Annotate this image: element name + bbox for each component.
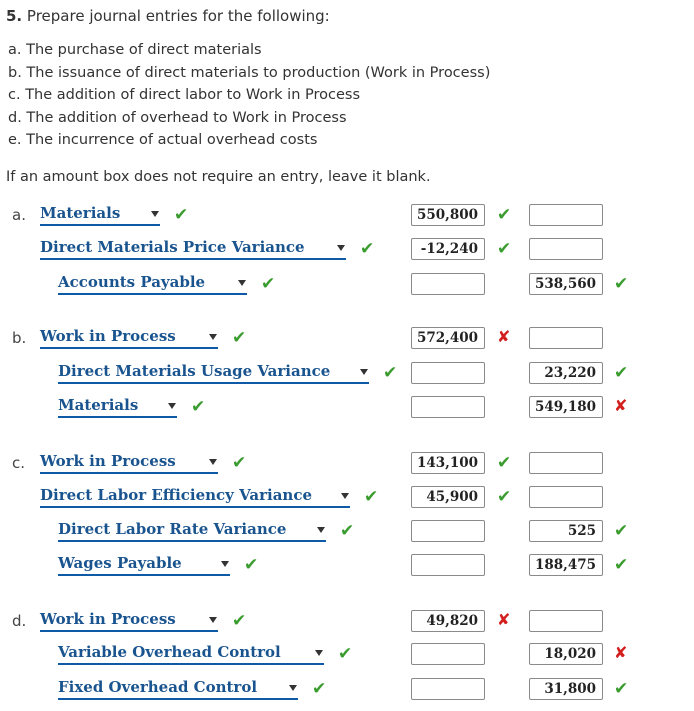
debit-amount-input[interactable] [411, 362, 485, 384]
account-select-label: Materials [58, 396, 139, 414]
account-select-label: Variable Overhead Control [58, 643, 281, 661]
account-check-icon: ✔ [340, 521, 355, 541]
credit-check-icon: ✔ [614, 521, 629, 541]
debit-check-icon: ✔ [497, 205, 512, 225]
credit-amount-input[interactable]: 188,475 [529, 554, 603, 576]
journal-row [0, 608, 694, 636]
credit-amount-input[interactable]: 538,560 [529, 273, 603, 295]
credit-amount-input[interactable]: 31,800 [529, 678, 603, 700]
journal-row [0, 394, 694, 422]
account-select[interactable] [58, 362, 369, 384]
debit-amount-input[interactable]: 49,820 [411, 610, 485, 632]
account-check-icon: ✔ [338, 644, 353, 664]
account-select[interactable] [40, 204, 160, 226]
account-check-icon: ✔ [232, 328, 247, 348]
account-check-icon: ✔ [364, 487, 379, 507]
debit-amount-input[interactable]: -12,240 [411, 238, 485, 260]
account-select-label: Direct Materials Price Variance [40, 238, 305, 256]
entry-letter: c. [12, 454, 26, 472]
credit-amount-input[interactable]: 549,180 [529, 396, 603, 418]
credit-check-icon: ✔ [614, 555, 629, 575]
chevron-down-icon [315, 650, 323, 656]
question-parts [8, 39, 490, 152]
account-select[interactable] [58, 520, 326, 542]
credit-cross-icon: ✘ [614, 643, 628, 662]
account-check-icon: ✔ [360, 239, 375, 259]
entry-letter: a. [12, 206, 26, 224]
part-b: b. The issuance of direct materials to production (Work in Process) [8, 64, 491, 81]
question-title [6, 7, 330, 25]
credit-check-icon: ✔ [614, 274, 629, 294]
journal-row [0, 271, 694, 299]
debit-cross-icon: ✘ [497, 610, 511, 629]
journal-row [0, 202, 694, 230]
account-select-label: Direct Materials Usage Variance [58, 362, 331, 380]
debit-amount-input[interactable] [411, 554, 485, 576]
journal-row [0, 325, 694, 353]
account-select[interactable] [58, 554, 230, 576]
debit-amount-input[interactable]: 572,400 [411, 327, 485, 349]
journal-row [0, 676, 694, 704]
journal-row [0, 641, 694, 669]
entry-letter: d. [12, 612, 27, 630]
account-check-icon: ✔ [383, 363, 398, 383]
account-check-icon: ✔ [191, 397, 206, 417]
credit-check-icon: ✔ [614, 679, 629, 699]
journal-row [0, 360, 694, 388]
account-select[interactable] [58, 396, 177, 418]
debit-cross-icon: ✘ [497, 327, 511, 346]
account-select[interactable] [40, 452, 218, 474]
debit-amount-input[interactable]: 550,800 [411, 204, 485, 226]
account-select[interactable] [58, 643, 324, 665]
question-number: 5. [6, 7, 23, 25]
account-select[interactable] [40, 610, 218, 632]
debit-check-icon: ✔ [497, 239, 512, 259]
debit-amount-input[interactable]: 45,900 [411, 486, 485, 508]
credit-cross-icon: ✘ [614, 396, 628, 415]
journal-row [0, 450, 694, 478]
debit-amount-input[interactable]: 143,100 [411, 452, 485, 474]
account-select[interactable] [40, 486, 350, 508]
part-e: e. The incurrence of actual overhead costs [8, 132, 318, 149]
account-check-icon: ✔ [261, 274, 276, 294]
account-select[interactable] [40, 238, 346, 260]
account-select[interactable] [58, 678, 298, 700]
account-check-icon: ✔ [312, 679, 327, 699]
chevron-down-icon [289, 685, 297, 691]
account-select[interactable] [58, 273, 247, 295]
journal-row [0, 484, 694, 512]
part-c: c. The addition of direct labor to Work in Process [8, 87, 361, 104]
chevron-down-icon [341, 493, 349, 499]
account-select-label: Direct Labor Efficiency Variance [40, 486, 312, 504]
chevron-down-icon [209, 459, 217, 465]
debit-amount-input[interactable] [411, 643, 485, 665]
credit-amount-input[interactable] [529, 452, 603, 474]
chevron-down-icon [238, 280, 246, 286]
credit-amount-input[interactable]: 525 [529, 520, 603, 542]
chevron-down-icon [360, 369, 368, 375]
journal-row [0, 236, 694, 264]
credit-check-icon: ✔ [614, 363, 629, 383]
credit-amount-input[interactable] [529, 327, 603, 349]
account-select-label: Work in Process [40, 452, 176, 470]
debit-amount-input[interactable] [411, 396, 485, 418]
chevron-down-icon [317, 527, 325, 533]
credit-amount-input[interactable] [529, 204, 603, 226]
credit-amount-input[interactable]: 23,220 [529, 362, 603, 384]
journal-row [0, 552, 694, 580]
chevron-down-icon [209, 334, 217, 340]
debit-amount-input[interactable] [411, 678, 485, 700]
account-select-label: Direct Labor Rate Variance [58, 520, 287, 538]
account-select-label: Materials [40, 204, 121, 222]
instruction-note: If an amount box does not require an entry, leave it blank. [6, 169, 431, 185]
account-check-icon: ✔ [174, 205, 189, 225]
credit-amount-input[interactable]: 18,020 [529, 643, 603, 665]
account-select-label: Work in Process [40, 610, 176, 628]
debit-check-icon: ✔ [497, 453, 512, 473]
part-a: a. The purchase of direct materials [8, 42, 262, 58]
account-select-label: Wages Payable [58, 554, 182, 572]
debit-amount-input[interactable] [411, 273, 485, 295]
credit-amount-input[interactable] [529, 238, 603, 260]
chevron-down-icon [337, 245, 345, 251]
journal-row [0, 518, 694, 546]
chevron-down-icon [151, 211, 159, 217]
account-select-label: Fixed Overhead Control [58, 678, 258, 696]
account-check-icon: ✔ [244, 555, 259, 575]
account-check-icon: ✔ [232, 453, 247, 473]
credit-amount-input[interactable] [529, 486, 603, 508]
chevron-down-icon [168, 403, 176, 409]
question-prompt: Prepare journal entries for the following: [26, 7, 330, 25]
chevron-down-icon [221, 561, 229, 567]
account-select-label: Work in Process [40, 327, 176, 345]
chevron-down-icon [209, 617, 217, 623]
entry-letter: b. [12, 329, 27, 347]
account-select-label: Accounts Payable [58, 273, 206, 291]
credit-amount-input[interactable] [529, 610, 603, 632]
account-check-icon: ✔ [232, 611, 247, 631]
part-d: d. The addition of overhead to Work in Process [8, 109, 347, 126]
account-select[interactable] [40, 327, 218, 349]
debit-amount-input[interactable] [411, 520, 485, 542]
debit-check-icon: ✔ [497, 487, 512, 507]
